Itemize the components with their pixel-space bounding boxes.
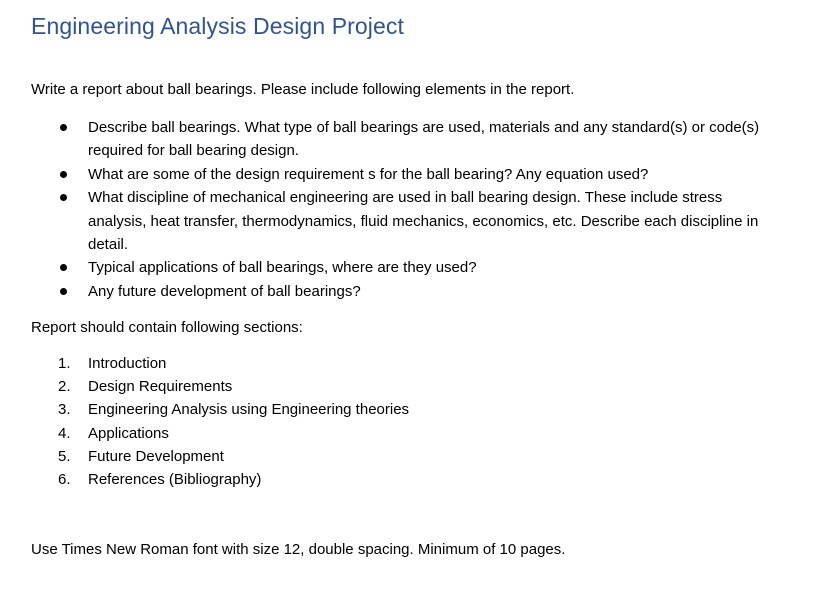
section-item <box>0 468 409 491</box>
bullet-dot-icon <box>60 288 67 295</box>
bullet-text: Describe ball bearings. What type of ball bearings are used, materials and any standard(s) or code(s) required for ball bearing design. <box>88 119 760 160</box>
section-item <box>0 398 409 421</box>
sections-heading: Report should contain following sections: <box>31 319 303 336</box>
document-title: Engineering Analysis Design Project <box>31 13 404 39</box>
section-label: Applications <box>88 424 169 442</box>
sections-numbered-list <box>0 352 409 491</box>
bullet-text: What are some of the design requirement s for the ball bearing? Any equation used? <box>88 165 649 183</box>
bullet-item <box>0 116 778 163</box>
bullet-dot-icon <box>60 124 67 131</box>
section-number: 5. <box>58 447 71 465</box>
bullet-text: Typical applications of ball bearings, where are they used? <box>88 259 477 277</box>
bullet-item <box>0 186 778 256</box>
bullet-item <box>0 163 778 186</box>
bullet-item <box>0 280 778 303</box>
bullet-text: Any future development of ball bearings? <box>88 282 361 300</box>
intro-paragraph: Write a report about ball bearings. Please include following elements in the report. <box>31 81 575 98</box>
formatting-note: Use Times New Roman font with size 12, double spacing. Minimum of 10 pages. <box>31 541 566 558</box>
section-item <box>0 422 409 445</box>
section-label: Engineering Analysis using Engineering theories <box>88 401 410 419</box>
section-number: 1. <box>58 355 71 372</box>
section-number: 6. <box>58 471 71 489</box>
bullet-dot-icon <box>60 264 67 271</box>
section-number: 2. <box>58 378 71 396</box>
section-item <box>0 352 409 375</box>
bullet-text: What discipline of mechanical engineering are used in ball bearing design. These include stress analysis, heat transfer, thermodynamics, fluid mechanics, economics, etc. Describe each discipline in detail. <box>88 189 759 254</box>
section-label: Design Requirements <box>88 378 233 396</box>
section-item <box>0 445 409 468</box>
section-label: References (Bibliography) <box>88 471 262 489</box>
bullet-dot-icon <box>60 171 67 178</box>
section-item <box>0 375 409 398</box>
section-number: 4. <box>58 424 71 442</box>
bullet-dot-icon <box>60 194 67 201</box>
section-number: 3. <box>58 401 71 419</box>
section-label: Introduction <box>88 355 167 372</box>
bullet-item <box>0 256 778 279</box>
requirements-bullet-list <box>0 116 778 303</box>
section-label: Future Development <box>88 447 224 465</box>
